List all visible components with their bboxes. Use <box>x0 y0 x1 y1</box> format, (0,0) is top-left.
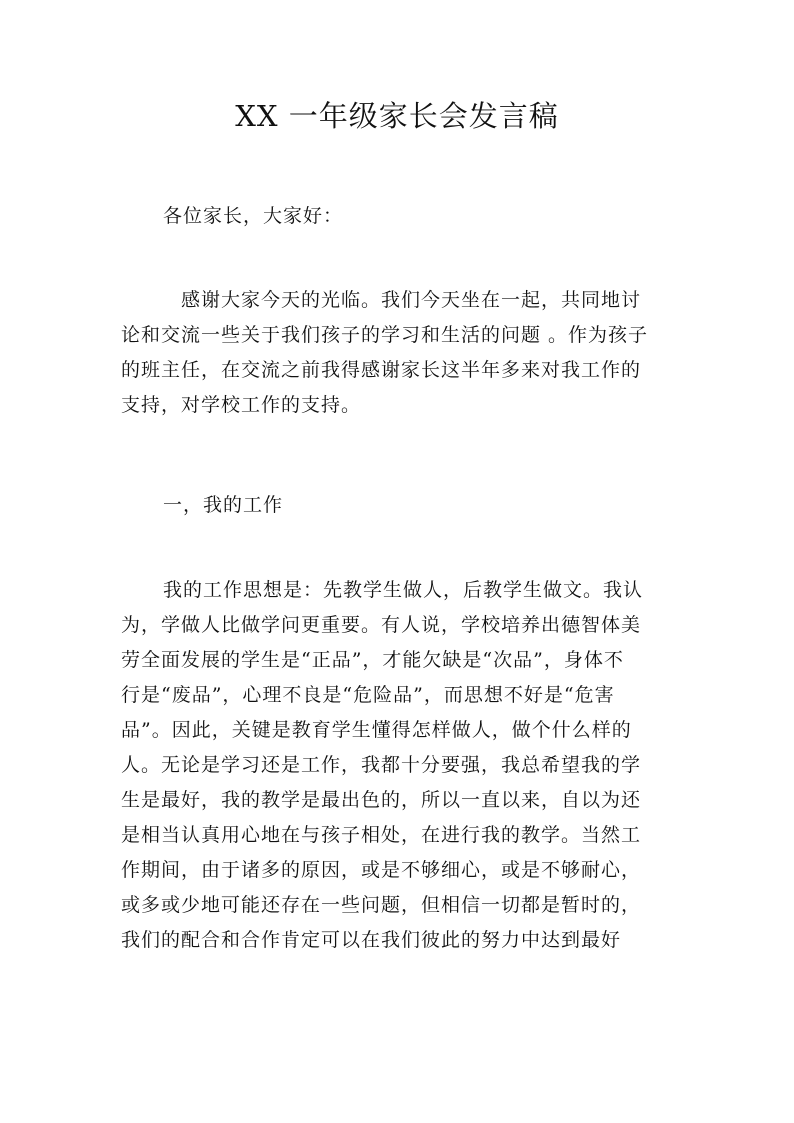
paragraph-line: 我们的配合和合作肯定可以在我们彼此的努力中达到最好 <box>121 929 622 951</box>
document-title: XX 一年级家长会发言稿 <box>235 99 559 133</box>
paragraph-line: 为，学做人比做学问更重要。有人说，学校培养出德智体美 <box>121 614 642 636</box>
paragraph-line: 论和交流一些关于我们孩子的学习和生活的问题 。作为孩子 <box>121 324 649 346</box>
section-heading <box>121 488 681 523</box>
paragraph-line: 行是“废品”，心理不良是“危险品”，而思想不好是“危害 <box>121 684 615 706</box>
paragraph-line: 我的工作思想是：先教学生做人，后教学生做文。我认 <box>163 579 644 601</box>
section-heading-text: 一，我的工作 <box>163 494 284 516</box>
paragraph-line: 是相当认真用心地在与孩子相处，在进行我的教学。当然工 <box>121 824 642 846</box>
intro-paragraph <box>121 283 681 423</box>
paragraph-line: 支持，对学校工作的支持。 <box>121 394 362 416</box>
greeting-line: 各位家长，大家好： <box>163 205 344 227</box>
paragraph-line: 品”。因此，关键是教育学生懂得怎样做人，做个什么样的 <box>121 719 632 741</box>
paragraph-line: 劳全面发展的学生是“正品”，才能欠缺是“次品”，身体不 <box>121 649 624 671</box>
paragraph-line: 人。无论是学习还是工作，我都十分要强，我总希望我的学 <box>121 754 642 776</box>
paragraph-line: 感谢大家今天的光临。我们今天坐在一起，共同地讨 <box>181 289 642 311</box>
paragraph-line: 的班主任，在交流之前我得感谢家长这半年多来对我工作的 <box>121 359 642 381</box>
work-paragraph <box>121 573 681 958</box>
paragraph-line: 或多或少地可能还存在一些问题，但相信一切都是暂时的， <box>121 894 642 916</box>
greeting-paragraph <box>121 199 681 234</box>
paragraph-line: 作期间，由于诸多的原因，或是不够细心，或是不够耐心， <box>121 859 642 881</box>
paragraph-line: 生是最好，我的教学是最出色的，所以一直以来，自以为还 <box>121 789 642 811</box>
